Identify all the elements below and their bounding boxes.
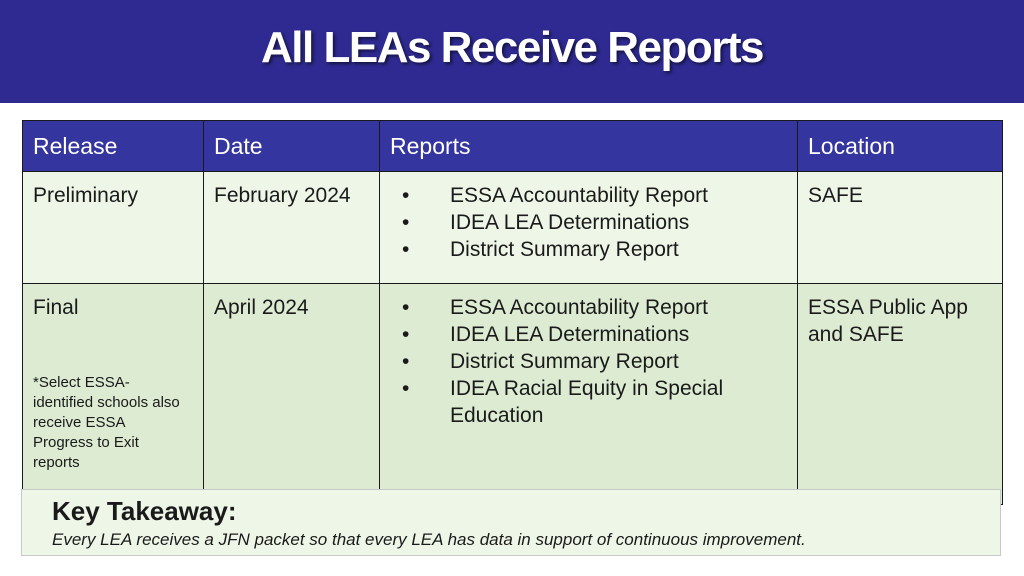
release-footnote: *Select ESSA-identified schools also receive ESSA Progress to Exit reports <box>33 374 180 471</box>
bullet-icon: • <box>402 323 410 346</box>
list-item <box>402 182 787 209</box>
report-name: District Summary Report <box>450 350 679 373</box>
cell-reports <box>380 284 798 505</box>
bullet-icon: • <box>402 211 410 234</box>
report-name: IDEA LEA Determinations <box>450 323 690 346</box>
release-name: Final <box>33 296 79 319</box>
list-item <box>402 348 787 375</box>
report-name: IDEA LEA Determinations <box>450 211 690 234</box>
report-name: District Summary Report <box>450 238 679 261</box>
cell-location: ESSA Public App and SAFE <box>798 284 1003 505</box>
report-name: IDEA Racial Equity in Special Education <box>450 377 724 427</box>
table-header-row <box>23 121 1003 172</box>
table-row-preliminary <box>23 172 1003 284</box>
list-item <box>402 236 787 263</box>
list-item <box>402 209 787 236</box>
list-item <box>402 321 787 348</box>
header-release: Release <box>23 121 204 172</box>
list-item <box>402 294 787 321</box>
header-reports: Reports <box>380 121 798 172</box>
bullet-icon: • <box>402 184 410 207</box>
cell-date: April 2024 <box>204 284 380 505</box>
key-takeaway-text: Every LEA receives a JFN packet so that every LEA has data in support of continuous improvement. <box>52 530 806 549</box>
header-date: Date <box>204 121 380 172</box>
reports-list <box>390 182 787 263</box>
bullet-icon: • <box>402 238 410 261</box>
reports-list <box>390 294 787 429</box>
bullet-icon: • <box>402 350 410 373</box>
cell-reports <box>380 172 798 284</box>
list-item <box>402 375 787 429</box>
cell-date: February 2024 <box>204 172 380 284</box>
cell-location: SAFE <box>798 172 1003 284</box>
bullet-icon: • <box>402 377 410 400</box>
key-takeaway-title: Key Takeaway: <box>52 496 237 526</box>
bullet-icon: • <box>402 296 410 319</box>
header-location: Location <box>798 121 1003 172</box>
title-banner <box>0 0 1024 103</box>
reports-table <box>22 120 1003 505</box>
table-row-final <box>23 284 1003 505</box>
key-takeaway-box <box>21 489 1001 556</box>
report-name: ESSA Accountability Report <box>450 296 708 319</box>
report-name: ESSA Accountability Report <box>450 184 708 207</box>
cell-release: Preliminary <box>23 172 204 284</box>
cell-release <box>23 284 204 505</box>
page-title: All LEAs Receive Reports <box>261 22 763 72</box>
